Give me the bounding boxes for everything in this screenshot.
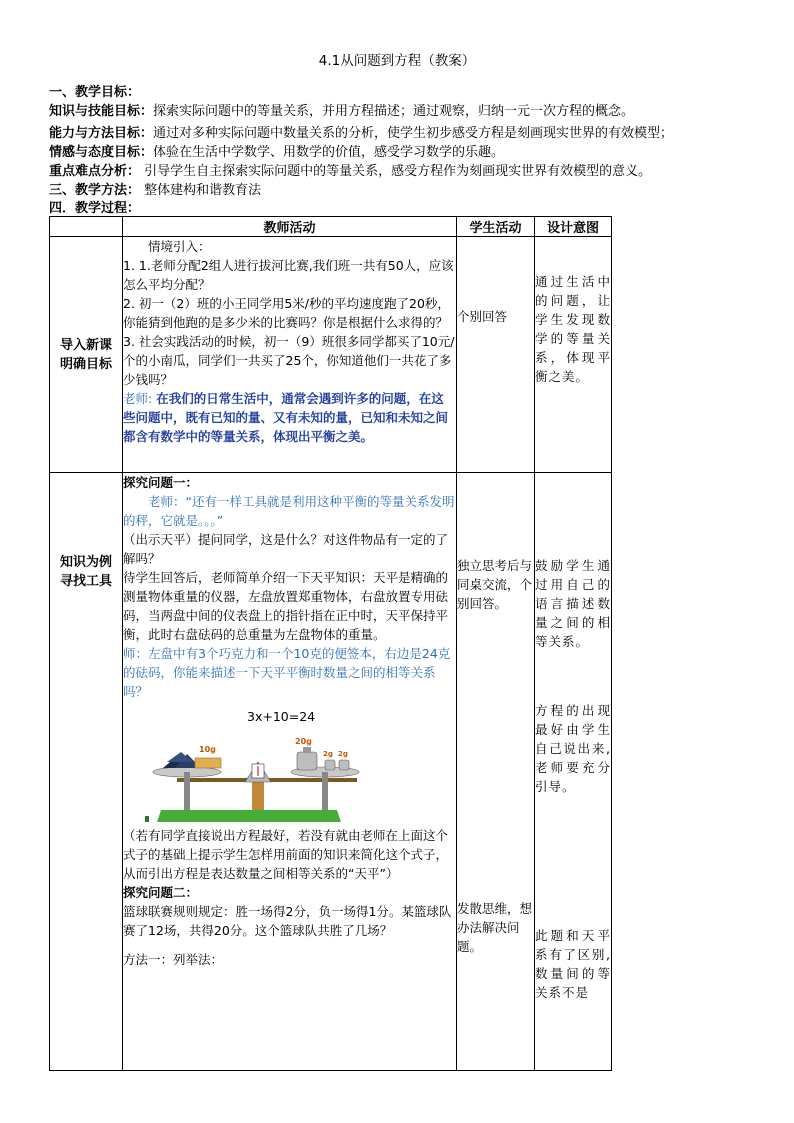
explore-2-title: 探究问题二： [123,885,199,900]
stage-tool: 知识为例寻找工具 [50,473,123,1071]
teacher-question: 师：左盘中有3个巧克力和一个10克的便签本，右边是24克的砝码，你能来描述一下天平平衡时数量之间的相等关系吗？ [123,646,451,699]
teacher-activity-intro [123,237,457,473]
teacher-note: （若有同学直接说出方程最好，若没有就由老师在上面这个式子的基础上提示学生怎样用前面的知识来简化这个式子，从而引出方程是表达数量之间相等关系的“天平”） [123,828,449,881]
design-intent-intro: 通过生活中的问题，让学生发现数学的等量关系，体现平衡之美。 [535,237,612,473]
key-points: 重点难点分析： 引导学生自主探索实际问题中的等量关系，感受方程作为刻画现实世界有效模型的意义。 [49,164,652,179]
header-empty [50,217,123,237]
design-note-2: 方程的出现最好由学生自己说出来,老师要充分引导。 [535,703,611,794]
weight-label-2g-b: 2g [338,750,348,758]
design-note-3: 此题和天平系有了区别,数量间的等关系不是 [535,928,611,1000]
teacher-quote: 老师：“还有一样工具就是利用这种平衡的等量关系发明的秤，它就是。。。” [123,494,455,528]
student-activity-intro: 个别回答 [457,237,535,473]
question-1: 1. 1.老师分配2组人进行拔河比赛,我们班一共有50人，应该怎么平均分配？ [123,258,454,292]
header-design: 设计意图 [535,217,612,237]
weight-label-20g: 20g [295,737,312,746]
student-note-2: 发散思维，想办法解决问题。 [457,901,533,954]
design-note-1: 鼓励学生通过用自己的语言描述数量之间的相等关系。 [535,558,611,649]
question-3: 3. 社会实践活动的时候，初一（9）班很多同学都买了10元/个的小南瓜，同学们一共买了25个，你知道他们一共花了多少钱吗？ [123,334,455,387]
explore-1-title: 探究问题一： [123,475,199,490]
design-intent-tool [535,473,612,1071]
goal-knowledge: 知识与技能目标：探索实际问题中的等量关系，并用方程描述；通过观察，归纳一元一次方程的概念。 [49,104,635,119]
goal-ability: 能力与方法目标：通过对多种实际问题中数量关系的分析，使学生初步感受方程是刻画现实世界的有效模型； [49,126,674,141]
goals-heading: 一、教学目标： [49,85,141,100]
table-header-row [50,217,612,237]
question-2: 2. 初一（2）班的小王同学用5米/秒的平均速度跑了20秒，你能猜到他跑的是多少米的比赛吗？你是根据什么求得的？ [123,296,450,330]
student-note-1: 独立思考后与同桌交流，个别回答。 [457,558,533,611]
balance-explanation: 待学生回答后，老师简单介绍一下天平知识：天平是精确的测量物体重量的仪器，左盘放置郑重物体，右盘放置专用砝码，当两盘中间的仪表盘上的指针指在正中时，天平保持平衡，此时右盘砝码的总重量为左盘物体的重量。 [123,570,449,642]
weight-label-10g: 10g [199,745,216,754]
student-activity-tool [457,473,535,1071]
intro-heading: 情境引入： [148,239,211,254]
page-title: 4.1从问题到方程（教案） [318,53,476,69]
teaching-method: 三、教学方法： 整体建构和谐教育法 [49,183,262,198]
teacher-summary: 老师: 在我们的日常生活中，通常会遇到许多的问题，在这些问题中，既有已知的量、又有未知的量，已知和未知之间都含有数学中的等量关系，体现出平衡之美。 [123,391,449,444]
header-student: 学生活动 [457,217,535,237]
process-heading: 四．教学过程： [49,201,141,216]
goal-emotion: 情感与态度目标：体验在生活中学数学、用数学的价值，感受学习数学的乐趣。 [49,145,505,160]
balance-scale-image [137,732,377,824]
equation: 3x+10=24 [247,709,316,724]
teacher-activity-tool [123,473,457,1071]
stage-intro: 导入新课明确目标 [50,237,123,473]
method-1: 方法一：列举法： [123,952,224,967]
basketball-problem: 篮球联赛规则规定：胜一场得2分，负一场得1分。某篮球队赛了12场，共得20分。这个篮球队共胜了几场？ [123,904,452,938]
weight-label-2g-a: 2g [323,750,333,758]
table-row-intro [50,237,612,473]
table-row-tool [50,473,612,1071]
header-teacher: 教师活动 [123,217,457,237]
lesson-table [49,216,612,1071]
show-balance: （出示天平）提问同学，这是什么？对这件物品有一定的了解吗？ [123,532,449,566]
